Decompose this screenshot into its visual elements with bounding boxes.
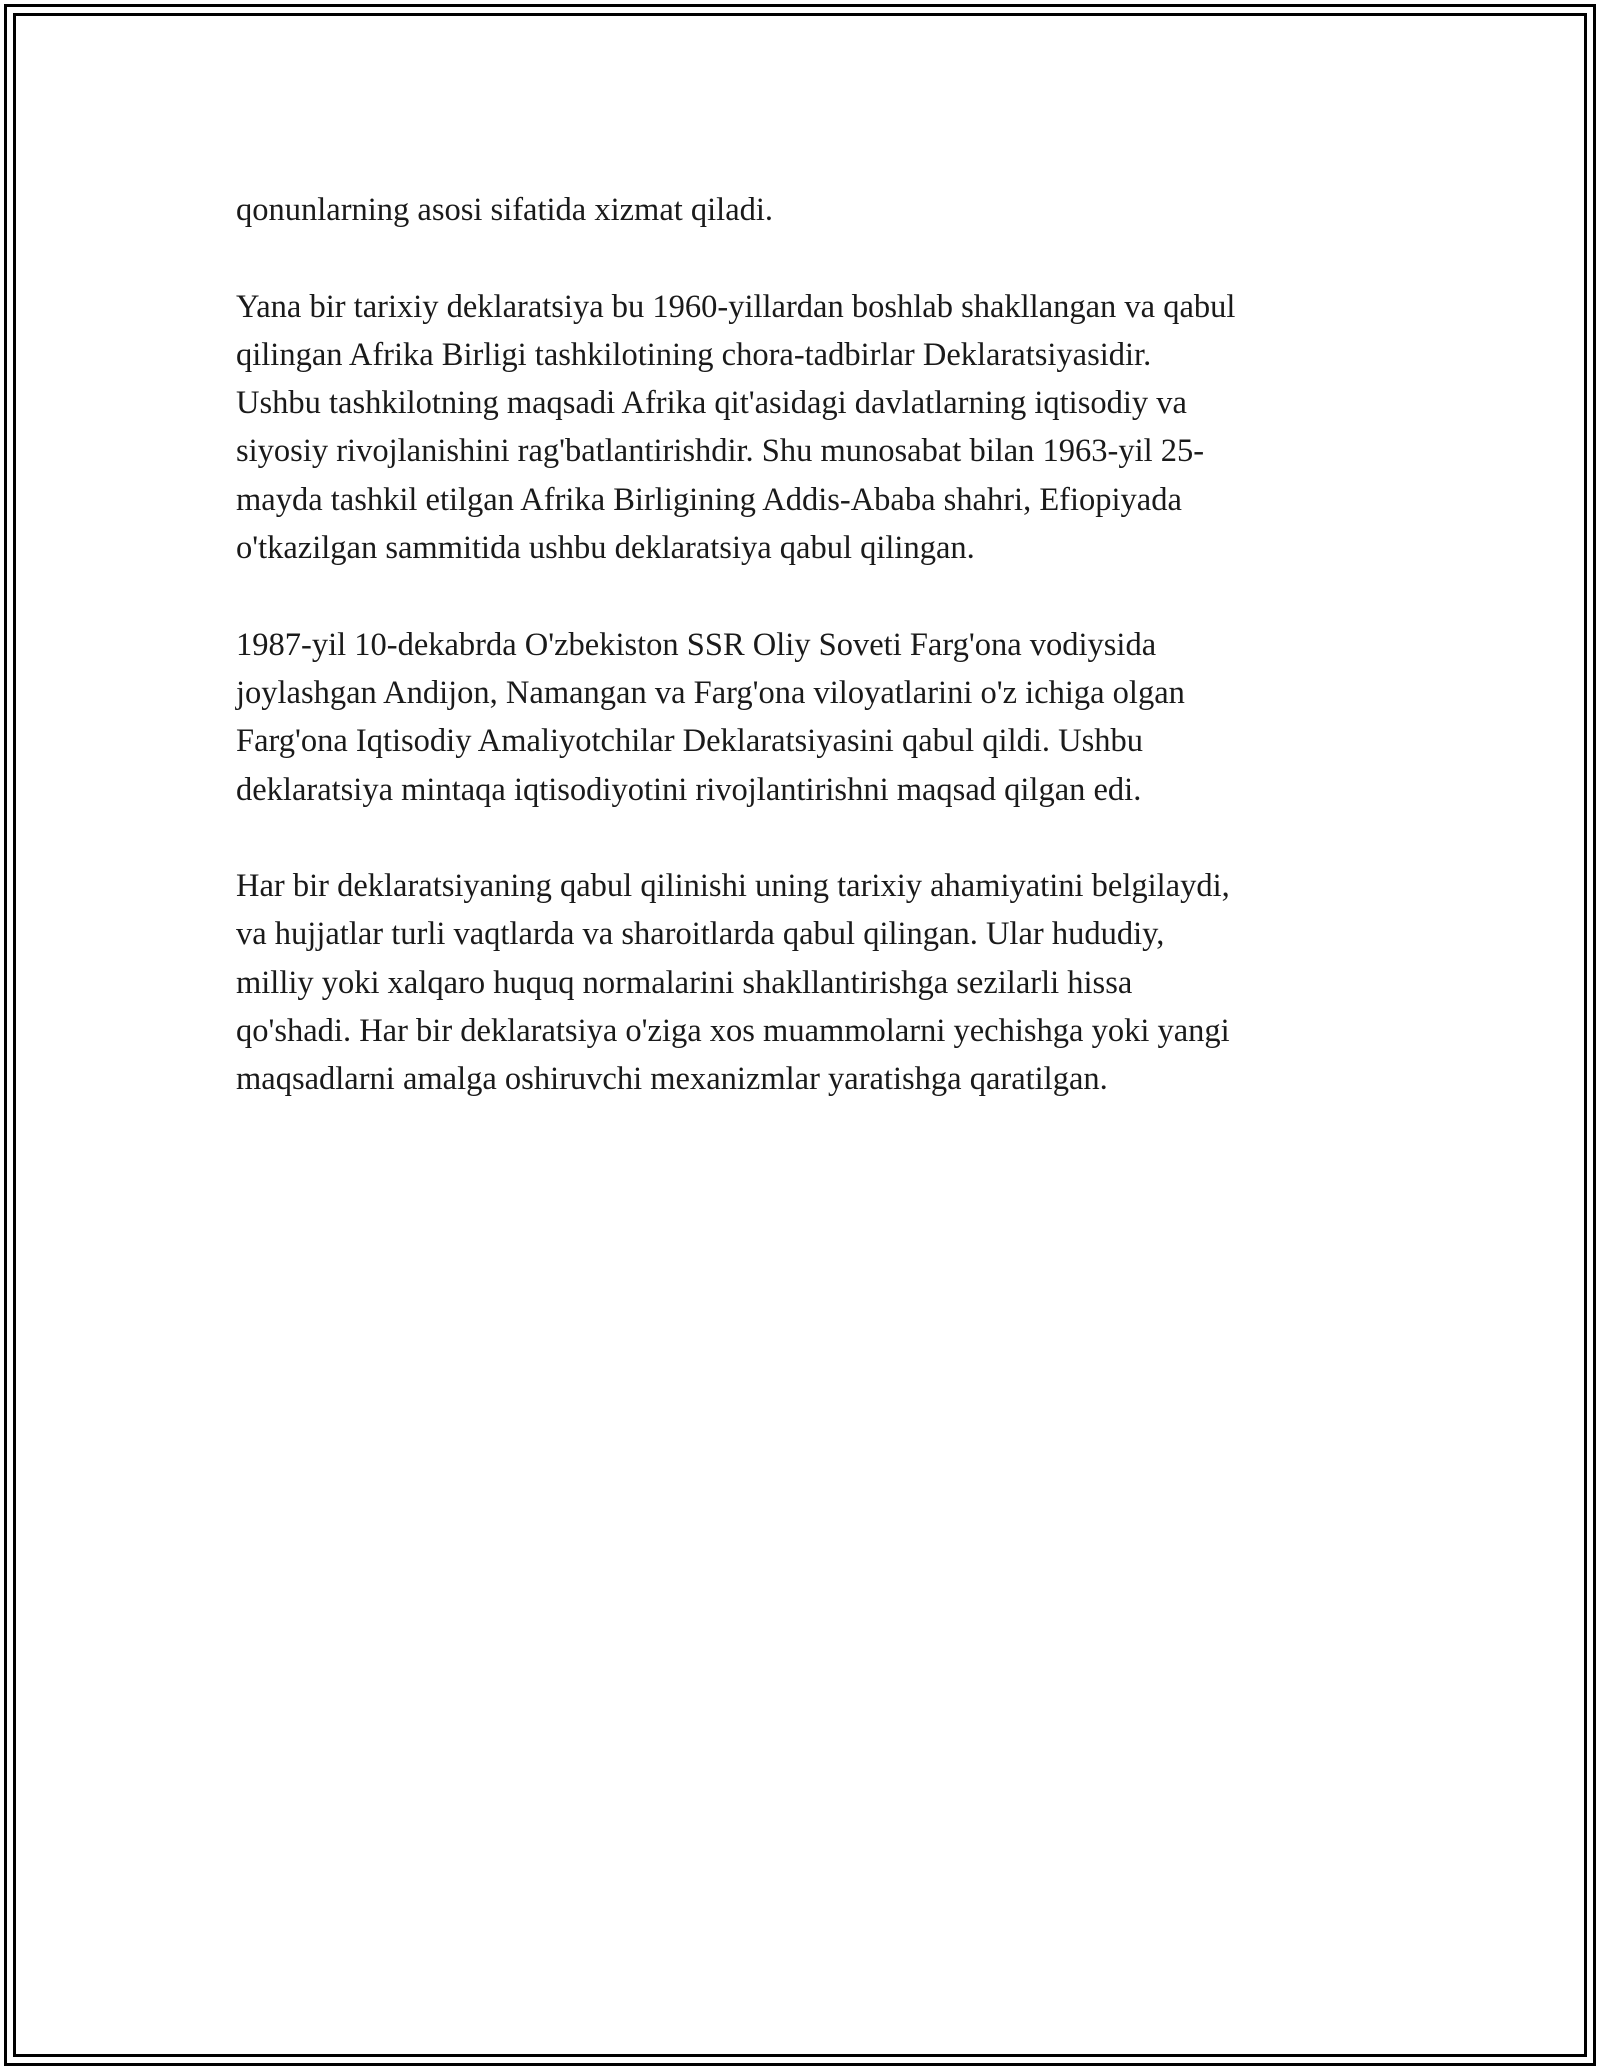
paragraph: Har bir deklaratsiyaning qabul qilinishi uning tarixiy ahamiyatini belgilaydi, va hujjatlar turli vaqtlarda va sharoitlarda qabul qilingan. Ular hududiy, milliy yoki xalqaro huquq normalarini shakllantirishga sezilarli hissa qo'shadi. Har bir deklaratsiya o'ziga xos muammolarni yechishga yoki yangi maqsadlarni amalga oshiruvchi mexanizmlar yaratishga qaratilgan. [236, 868, 1230, 1098]
paragraph: Yana bir tarixiy deklaratsiya bu 1960-yillardan boshlab shakllangan va qabul qilingan Afrika Birligi tashkilotining chora-tadbirlar Deklaratsiyasidir. Ushbu tashkilotning maqsadi Afrika qit'asidagi davlatlarning iqtisodiy va siyosiy rivojlanishini rag'batlantirishdir. Shu munosabat bilan 1963-yil 25- mayda tashkil etilgan Afrika Birligining Addis-Ababa shahri, Efiopiyada o'tkazilgan sammitida ushbu deklaratsiya qabul qilingan. [236, 288, 1236, 567]
paragraph: qonunlarning asosi sifatida xizmat qiladi. [236, 192, 774, 228]
document-body [236, 186, 1376, 1152]
paragraph: 1987-yil 10-dekabrda O'zbekiston SSR Oliy Soveti Farg'ona vodiysida joylashgan Andijon, Namangan va Farg'ona viloyatlarini o'z ichiga olgan Farg'ona Iqtisodiy Amaliyotchilar Deklaratsiyasini qabul qildi. Ushbu deklaratsiya mintaqa iqtisodiyotini rivojlantirishni maqsad qilgan edi. [236, 626, 1185, 808]
